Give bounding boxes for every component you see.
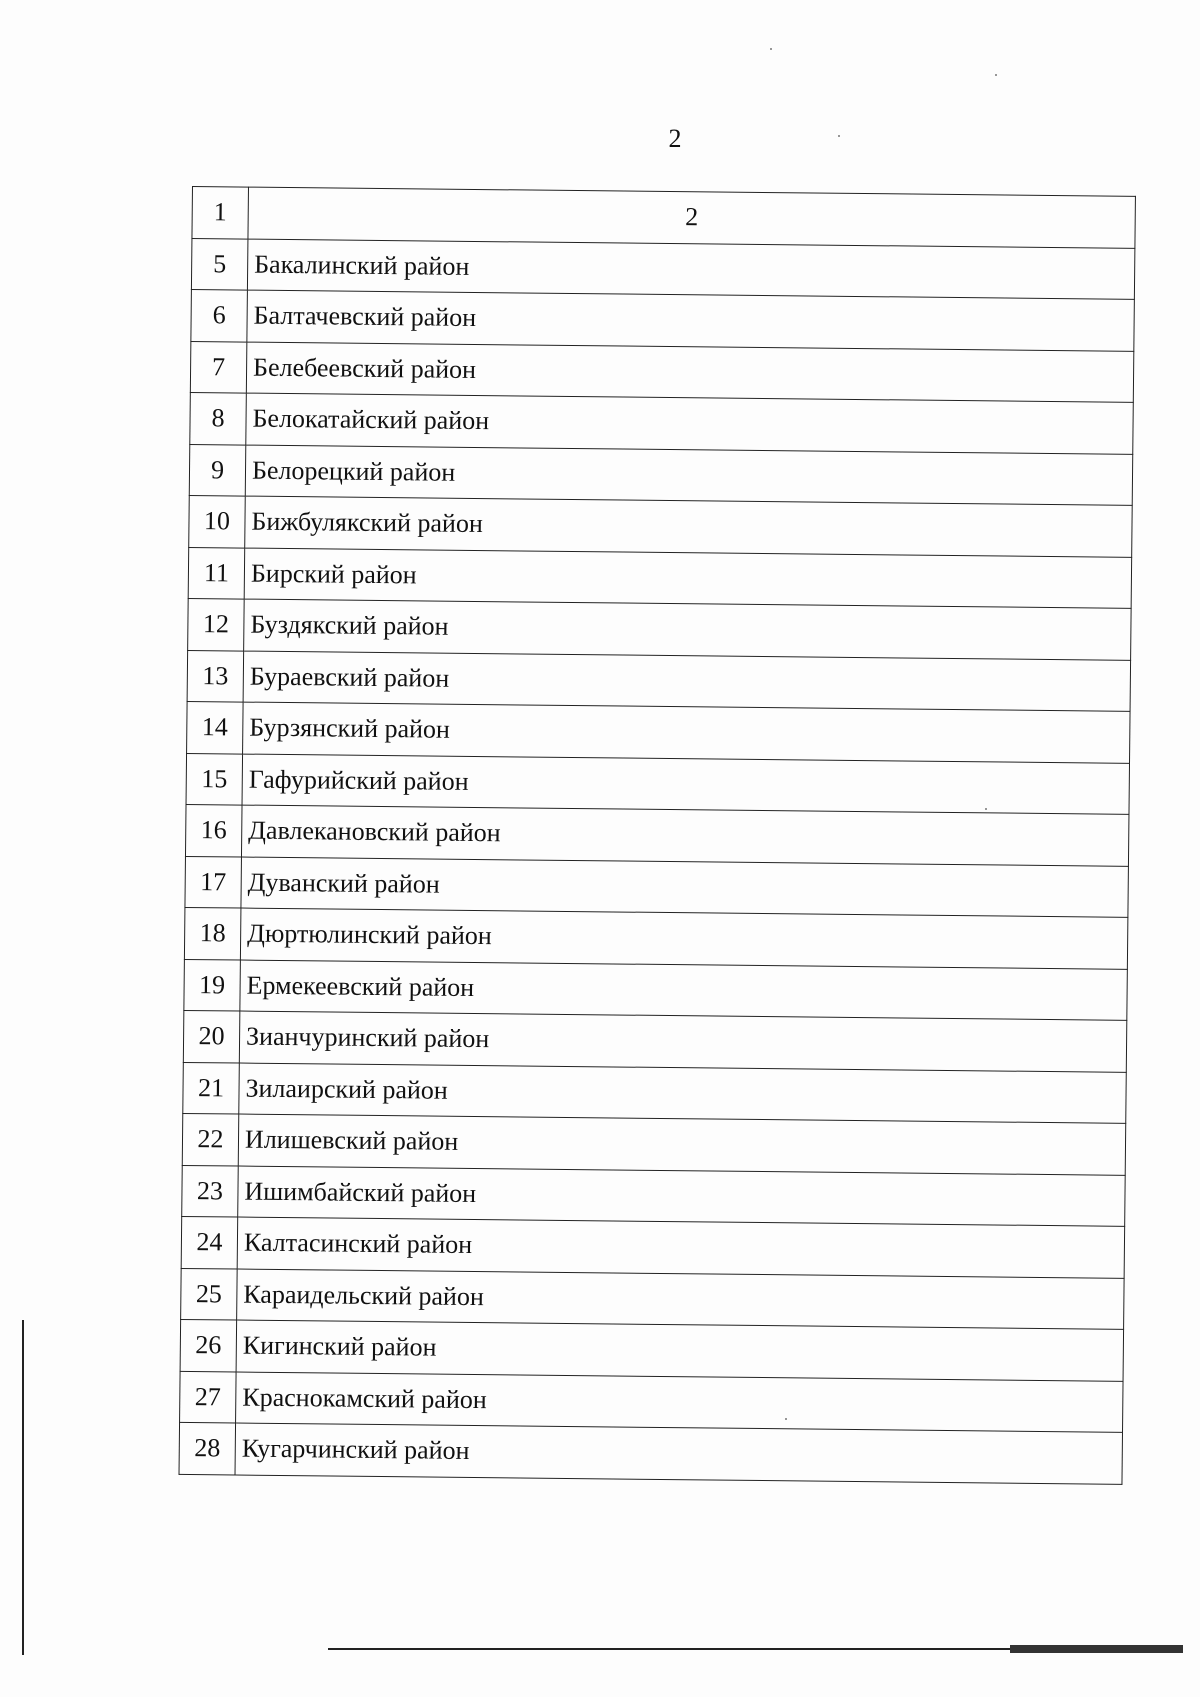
row-number: 8 <box>190 392 247 444</box>
district-name: Калтасинский район <box>237 1217 1124 1278</box>
district-name: Кугарчинский район <box>235 1423 1122 1484</box>
district-name: Краснокамский район <box>236 1372 1123 1433</box>
district-name: Белорецкий район <box>245 445 1132 506</box>
row-number: 20 <box>183 1010 240 1062</box>
row-number: 5 <box>191 238 248 290</box>
scan-speck <box>985 808 987 810</box>
row-number: 17 <box>185 856 242 908</box>
district-name: Ишимбайский район <box>238 1166 1125 1227</box>
scan-speck <box>838 135 840 137</box>
district-table <box>179 186 1136 1484</box>
scan-speck <box>770 48 772 50</box>
district-name: Дюртюлинский район <box>240 908 1127 969</box>
row-number: 18 <box>184 907 241 959</box>
district-name: Илишевский район <box>238 1114 1125 1175</box>
district-name: Зианчуринский район <box>239 1011 1126 1072</box>
header-col-name: 2 <box>248 187 1135 248</box>
row-number: 24 <box>181 1216 238 1268</box>
district-name: Гафурийский район <box>242 754 1129 815</box>
district-name: Зилаирский район <box>239 1063 1126 1124</box>
row-number: 15 <box>186 753 243 805</box>
page-number: 2 <box>668 124 682 153</box>
district-name: Белебеевский район <box>246 342 1133 403</box>
row-number: 13 <box>187 650 244 702</box>
scan-edge-bottom-thick <box>1010 1645 1183 1653</box>
row-number: 26 <box>180 1319 237 1371</box>
district-name: Бакалинский район <box>247 239 1134 300</box>
district-name: Бижбулякский район <box>245 496 1132 557</box>
row-number: 22 <box>182 1113 239 1165</box>
scan-edge-left <box>22 1320 24 1655</box>
row-number: 10 <box>189 495 246 547</box>
row-number: 23 <box>182 1165 239 1217</box>
district-name: Бураевский район <box>243 651 1130 712</box>
row-number: 6 <box>191 289 248 341</box>
row-number: 27 <box>180 1371 237 1423</box>
district-name: Бирский район <box>244 548 1131 609</box>
header-col-number: 1 <box>192 187 249 239</box>
row-number: 21 <box>183 1062 240 1114</box>
row-number: 9 <box>189 444 246 496</box>
district-name: Караидельский район <box>237 1269 1124 1330</box>
district-name: Белокатайский район <box>246 393 1133 454</box>
district-name: Кигинский район <box>236 1320 1123 1381</box>
district-name: Балтачевский район <box>247 290 1134 351</box>
district-name: Ермекеевский район <box>240 960 1127 1021</box>
scan-speck <box>785 1418 787 1420</box>
row-number: 28 <box>179 1422 236 1474</box>
row-number: 14 <box>187 701 244 753</box>
row-number: 12 <box>188 598 245 650</box>
row-number: 7 <box>190 341 247 393</box>
scan-speck <box>995 74 997 76</box>
row-number: 16 <box>185 804 242 856</box>
district-name: Буздякский район <box>244 599 1131 660</box>
row-number: 19 <box>184 959 241 1011</box>
row-number: 11 <box>188 547 245 599</box>
district-name: Давлекановский район <box>241 805 1128 866</box>
district-name: Бурзянский район <box>243 702 1130 763</box>
district-table-body <box>179 187 1135 1484</box>
district-name: Дуванский район <box>241 857 1128 918</box>
row-number: 25 <box>181 1268 238 1320</box>
table-row <box>179 1422 1122 1483</box>
